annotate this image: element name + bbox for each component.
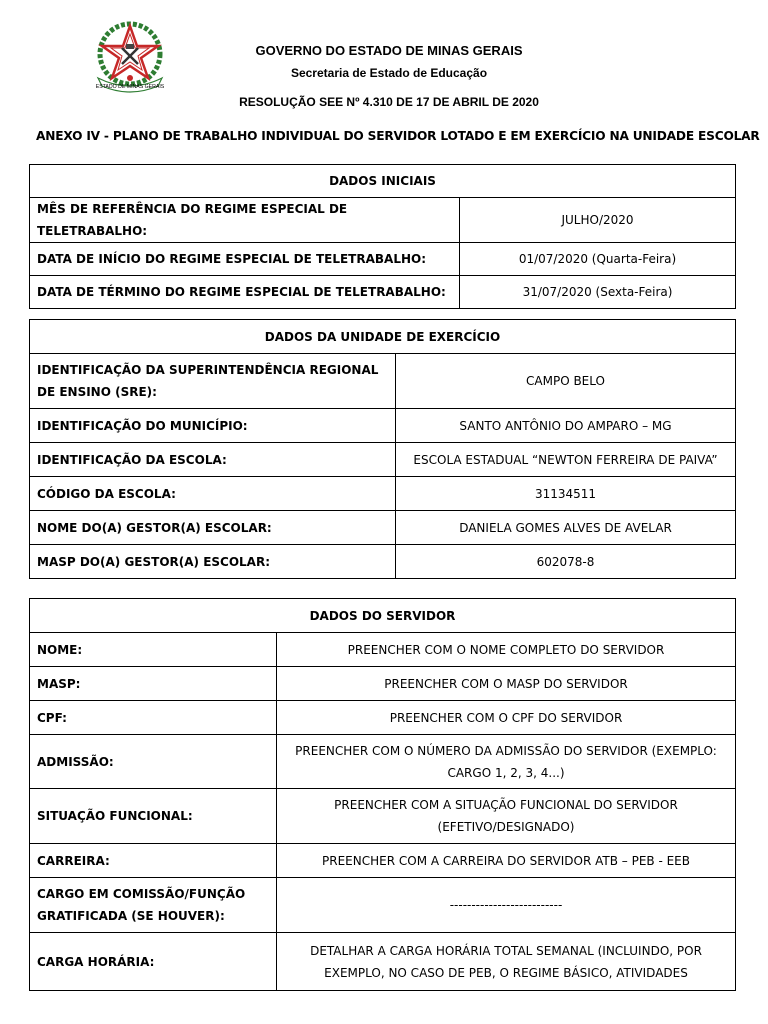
row-value: 31134511	[396, 477, 736, 511]
row-label: MASP:	[30, 667, 277, 701]
row-value: 31/07/2020 (Sexta-Feira)	[460, 276, 736, 309]
row-label: IDENTIFICAÇÃO DA ESCOLA:	[30, 443, 396, 477]
annex-title: ANEXO IV - PLANO DE TRABALHO INDIVIDUAL DO SERVIDOR LOTADO E EM EXERCÍCIO NA UNIDADE ESCOLAR	[36, 129, 760, 143]
row-value: PREENCHER COM A SITUAÇÃO FUNCIONAL DO SERVIDOR (EFETIVO/DESIGNADO)	[277, 789, 736, 844]
dados-iniciais-table	[29, 164, 736, 309]
svg-text:ESTADO DE MINAS GERAIS: ESTADO DE MINAS GERAIS	[95, 84, 165, 90]
row-value: --------------------------	[277, 878, 736, 933]
table-header: DADOS DO SERVIDOR	[30, 599, 736, 633]
row-label: NOME DO(A) GESTOR(A) ESCOLAR:	[30, 511, 396, 545]
row-label: CPF:	[30, 701, 277, 735]
row-value: JULHO/2020	[460, 198, 736, 243]
row-label: CARREIRA:	[30, 844, 277, 878]
row-value: CAMPO BELO	[396, 354, 736, 409]
row-label: MÊS DE REFERÊNCIA DO REGIME ESPECIAL DE TELETRABALHO:	[30, 198, 460, 243]
row-value: PREENCHER COM O MASP DO SERVIDOR	[277, 667, 736, 701]
row-value: PREENCHER COM O CPF DO SERVIDOR	[277, 701, 736, 735]
dados-unidade-table	[29, 319, 736, 579]
table-header: DADOS INICIAIS	[30, 165, 736, 198]
row-value: ESCOLA ESTADUAL “NEWTON FERREIRA DE PAIVA”	[396, 443, 736, 477]
row-label: DATA DE TÉRMINO DO REGIME ESPECIAL DE TELETRABALHO:	[30, 276, 460, 309]
table-header: DADOS DA UNIDADE DE EXERCÍCIO	[30, 320, 736, 354]
row-label: NOME:	[30, 633, 277, 667]
row-label: MASP DO(A) GESTOR(A) ESCOLAR:	[30, 545, 396, 579]
row-label: IDENTIFICAÇÃO DA SUPERINTENDÊNCIA REGIONAL DE ENSINO (SRE):	[30, 354, 396, 409]
dados-servidor-table	[29, 598, 736, 991]
row-label: DATA DE INÍCIO DO REGIME ESPECIAL DE TELETRABALHO:	[30, 243, 460, 276]
row-label: SITUAÇÃO FUNCIONAL:	[30, 789, 277, 844]
row-value: PREENCHER COM O NOME COMPLETO DO SERVIDOR	[277, 633, 736, 667]
row-value: 602078-8	[396, 545, 736, 579]
row-value: PREENCHER COM A CARREIRA DO SERVIDOR ATB – PEB - EEB	[277, 844, 736, 878]
row-label: CARGA HORÁRIA:	[30, 933, 277, 991]
resolution-title: RESOLUÇÃO SEE Nº 4.310 DE 17 DE ABRIL DE 2020	[239, 95, 539, 109]
row-value: PREENCHER COM O NÚMERO DA ADMISSÃO DO SERVIDOR (EXEMPLO: CARGO 1, 2, 3, 4...)	[277, 735, 736, 789]
government-title: GOVERNO DO ESTADO DE MINAS GERAIS	[255, 43, 523, 58]
row-label: CARGO EM COMISSÃO/FUNÇÃO GRATIFICADA (SE HOUVER):	[30, 878, 277, 933]
secretariat-title: Secretaria de Estado de Educação	[290, 66, 488, 80]
row-label: IDENTIFICAÇÃO DO MUNICÍPIO:	[30, 409, 396, 443]
row-value: DETALHAR A CARGA HORÁRIA TOTAL SEMANAL (INCLUINDO, POR EXEMPLO, NO CASO DE PEB, O REGIME BÁSICO, ATIVIDADES	[277, 933, 736, 991]
row-label: ADMISSÃO:	[30, 735, 277, 789]
row-value: 01/07/2020 (Quarta-Feira)	[460, 243, 736, 276]
row-label: CÓDIGO DA ESCOLA:	[30, 477, 396, 511]
minas-gerais-coat-of-arms-icon	[86, 20, 174, 96]
row-value: SANTO ANTÔNIO DO AMPARO – MG	[396, 409, 736, 443]
row-value: DANIELA GOMES ALVES DE AVELAR	[396, 511, 736, 545]
